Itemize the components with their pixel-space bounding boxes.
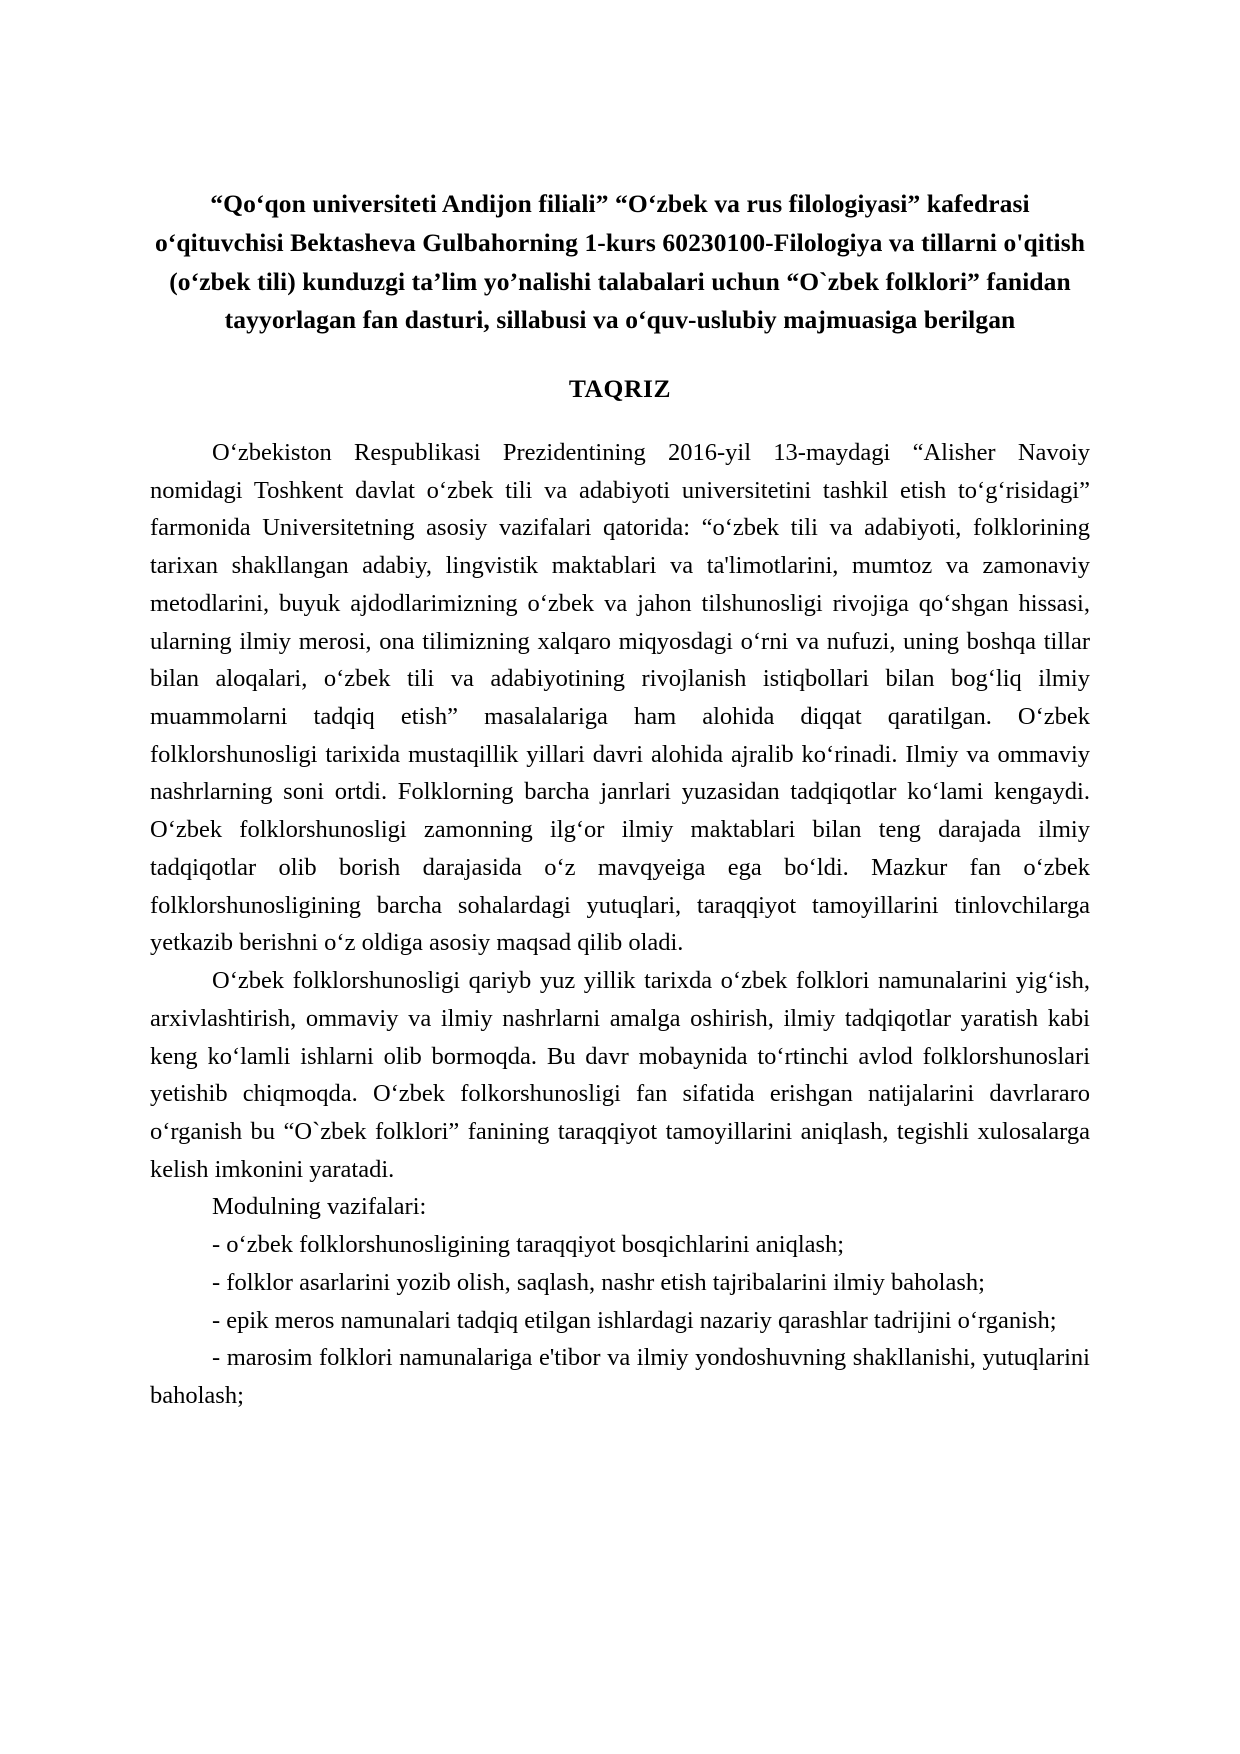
document-title: TAQRIZ bbox=[568, 374, 672, 403]
paragraph-3: Modulning vazifalari: bbox=[212, 1193, 427, 1221]
document-heading: “Qo‘qon universiteti Andijon filiali” “O‘zbek va rus filologiyasi” kafedrasi o‘qituvchisi Bektasheva Gulbahorning 1-kurs 60230100-Filologiya va tillarni o'qitish (o‘zbek tili) kunduzgi ta’lim yo’nalishi talabalari uchun “O`zbek folklori” fanidan tayyorlagan fan dasturi, sillabusi va o‘quv-uslubiy majmuasiga berilgan bbox=[154, 189, 1086, 335]
list-item: - marosim folklori namunalariga e'tibor va ilmiy yondoshuvning shakllanishi, yutuqlarini baholash; bbox=[150, 1344, 1090, 1409]
paragraph-1: O‘zbekiston Respublikasi Prezidentining 2016-yil 13-maydagi “Alisher Navoiy nomidagi Toshkent davlat o‘zbek tili va adabiyoti universitetini tashkil etish to‘g‘risidagi” farmonida Universitetning asosiy vazifalari qatorida: “o‘zbek tili va adabiyoti, folklorining tarixan shakllangan adabiy, lingvistik maktablari va ta'limotlarini, mumtoz va zamonaviy metodlarini, buyuk ajdodlarimizning o‘zbek va jahon tilshunosligi rivojiga qo‘shgan hissasi, ularning ilmiy merosi, ona tilimizning xalqaro miqyosdagi o‘rni va nufuzi, uning boshqa tillar bilan aloqalari, o‘zbek tili va adabiyotining rivojlanish istiqbollari bilan bog‘liq ilmiy muammolarni tadqiq etish” masalalariga ham alohida diqqat qaratilgan. O‘zbek folklorshunosligi tarixida mustaqillik yillari davri alohida ajralib ko‘rinadi. Ilmiy va ommaviy nashrlarning soni ortdi. Folklorning barcha janrlari yuzasidan tadqiqotlar ko‘lami kengaydi. O‘zbek folklorshunosligi zamonning ilg‘or ilmiy maktablari bilan teng darajada ilmiy tadqiqotlar olib borish darajasida o‘z mavqyeiga ega bo‘ldi. Mazkur fan o‘zbek folklorshunosligining barcha sohalardagi yutuqlari, taraqqiyot tamoyillarini tinlovchilarga yetkazib berishni o‘z oldiga asosiy maqsad qilib oladi. bbox=[150, 439, 1090, 957]
list-item: - o‘zbek folklorshunosligining taraqqiyot bosqichlarini aniqlash; bbox=[212, 1231, 845, 1259]
list-item: - folklor asarlarini yozib olish, saqlash, nashr etish tajribalarini ilmiy baholash; bbox=[212, 1268, 985, 1296]
list-item: - epik meros namunalari tadqiq etilgan ishlardagi nazariy qarashlar tadrijini o‘rganish; bbox=[212, 1306, 1057, 1334]
paragraph-2: O‘zbek folklorshunosligi qariyb yuz yillik tarixda o‘zbek folklori namunalarini yig‘ish, arxivlashtirish, ommaviy va ilmiy nashrlarni amalga oshirish, ilmiy tadqiqotlar yaratish kabi keng ko‘lamli ishlarni olib bormoqda. Bu davr mobaynida to‘rtinchi avlod folklorshunoslari yetishib chiqmoqda. O‘zbek folkorshunosligi fan sifatida erishgan natijalarini davrlararo o‘rganish bu “O`zbek folklori” fanining taraqqiyot tamoyillarini aniqlash, tegishli xulosalarga kelish imkonini yaratadi. bbox=[150, 967, 1090, 1183]
